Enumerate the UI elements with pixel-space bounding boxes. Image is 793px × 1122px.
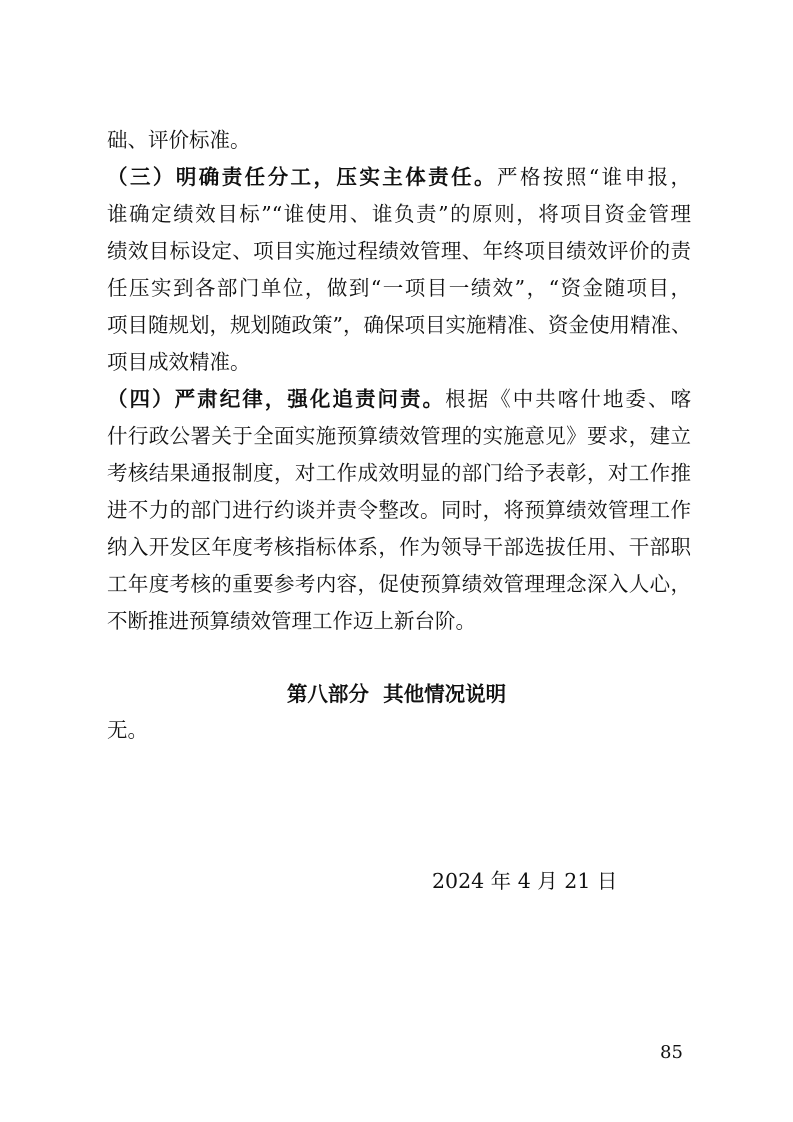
section-4-first-line bbox=[107, 384, 691, 414]
section-4-rest: 根据《中共喀什地委、喀 bbox=[445, 387, 692, 411]
section-3-rest: 严格按照“谁申报， bbox=[497, 165, 692, 189]
page-number: 85 bbox=[660, 1042, 683, 1063]
none-statement: 无。 bbox=[107, 718, 148, 742]
paragraph-line: 纳入开发区年度考核指标体系，作为领导干部选拔任用、干部职 bbox=[107, 535, 691, 559]
paragraph-line: 考核结果通报制度，对工作成效明显的部门给予表彰，对工作推 bbox=[107, 461, 691, 485]
paragraph-line: 项目随规划，规划随政策”，确保项目实施精准、资金使用精准、 bbox=[107, 313, 692, 337]
paragraph-line: 谁确定绩效目标”“谁使用、谁负责”的原则，将项目资金管理 bbox=[107, 202, 691, 226]
section-heading: 第八部分 其他情况说明 bbox=[286, 682, 507, 706]
paragraph-line: 绩效目标设定、项目实施过程绩效管理、年终项目绩效评价的责 bbox=[107, 239, 691, 263]
paragraph-line: 进不力的部门进行约谈并责令整改。同时，将预算绩效管理工作 bbox=[107, 498, 691, 522]
paragraph-line: 项目成效精准。 bbox=[107, 350, 251, 374]
document-date: 2024 年 4 月 21 日 bbox=[432, 869, 618, 893]
section-4-lead: （四）严肃纪律，强化追责问责。 bbox=[107, 387, 446, 411]
paragraph-line: 任压实到各部门单位，做到“一项目一绩效”，“资金随项目， bbox=[107, 276, 691, 300]
section-3-lead: （三）明确责任分工，压实主体责任。 bbox=[107, 165, 497, 189]
paragraph-line: 什行政公署关于全面实施预算绩效管理的实施意见》要求，建立 bbox=[107, 424, 691, 448]
paragraph-line: 础、评价标准。 bbox=[107, 128, 251, 152]
section-3-first-line bbox=[107, 162, 691, 192]
paragraph-line: 工年度考核的重要参考内容，促使预算绩效管理理念深入人心， bbox=[107, 572, 691, 596]
paragraph-line: 不断推进预算绩效管理工作迈上新台阶。 bbox=[107, 609, 476, 633]
